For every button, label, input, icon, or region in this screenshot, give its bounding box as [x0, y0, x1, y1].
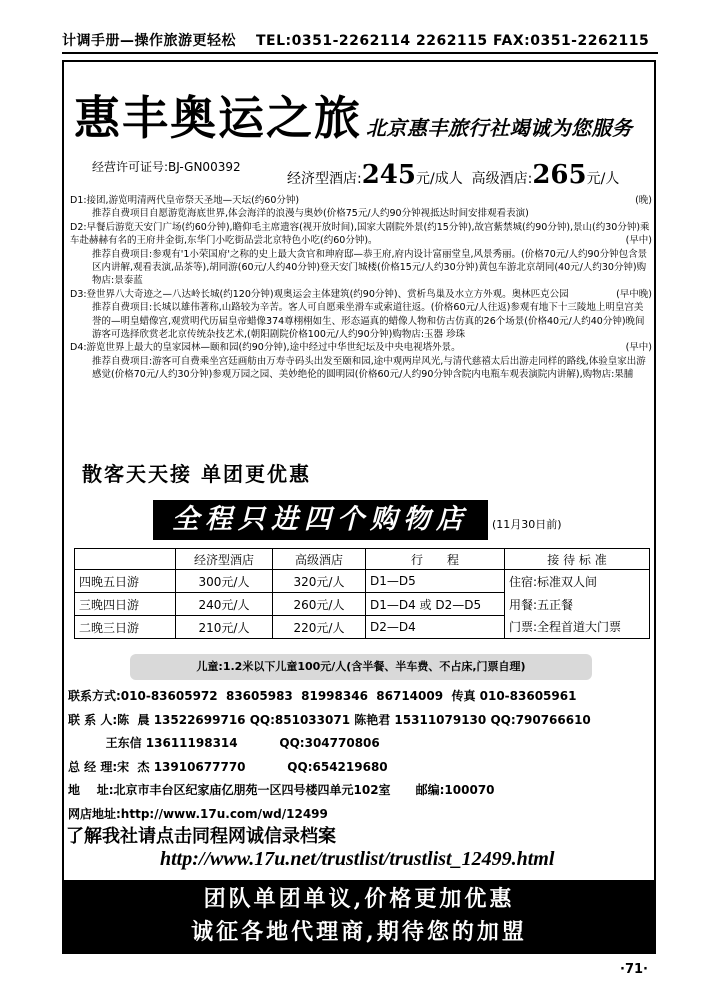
header-slogan: 计调手册—操作旅游更轻松 — [62, 33, 236, 49]
recommend-day-3: 推荐自费项目:长城以雄伟著称,山路较为辛苦。客人可自愿乘坐滑车或索道往返。(价格60元/人往返)参观有地下十三陵地上明皇宫美誉的—明皇蜡像宫,观赏明代历届皇帝蜡像374尊栩栩如生、形态逼真的蜡像人物和仿古仿真的26个场景(价格40元/人约40分钟)晚间游客可选择欣赏老北京传统杂技艺术,(朝阳剧院价格100元/人约90分钟)购物店:玉器 珍珠 — [92, 302, 645, 341]
headline-prices — [287, 160, 619, 190]
header-contact: TEL:0351-2262114 2262115 FAX:0351-2262115 — [256, 33, 650, 49]
recommend-day-1: 推荐自费项目自愿游览海底世界,体会海洋的浪漫与奥妙(价格75元/人约90分钟视抵达时间安排观看表演) — [92, 208, 529, 220]
table-cell: D1—D4 或 D2—D5 — [366, 593, 505, 616]
meal-note: (早中) — [625, 235, 652, 247]
contact-block — [68, 685, 591, 826]
table-row — [75, 570, 650, 593]
table-header: 经济型酒店 — [176, 549, 273, 570]
itinerary — [70, 194, 652, 382]
page-number: ·71· — [620, 962, 648, 977]
recommend-day-4: 推荐自费项目:游客可自费乘坐宫廷画舫由万寿寺码头出发至颐和园,途中观两岸风光,与清代慈禧太后出游走同样的路线,体验皇家出游感觉(价格70元/人约30分钟)参观万园之园、美妙绝伦的圆明园(价格60元/人约90分钟含院内电瓶车观表演院内讲解),购物店:果脯 — [92, 355, 646, 381]
table-cell: 三晚四日游 — [75, 593, 176, 616]
contact-phones: 联系方式:010-83605972 83605983 81998346 86714009 传真 010-83605961 — [68, 689, 577, 703]
table-header — [75, 549, 176, 570]
footer-line-2: 诚征各地代理商,期待您的加盟 — [191, 919, 527, 945]
banner-note: (11月30日前) — [492, 518, 562, 531]
contact-persons: 联 系 人:陈 晨 13522699716 QQ:851033071 陈艳君 15311079130 QQ:790766610 — [68, 712, 591, 727]
table-cell: D1—D5 — [366, 570, 505, 593]
table-header-row — [75, 549, 650, 570]
itinerary-day-3 — [70, 288, 652, 301]
price-unit-adult: 元/成人 — [416, 171, 463, 187]
shop-url: 网店地址:http://www.17u.com/wd/12499 — [68, 806, 328, 821]
day-text: D1:接团,游览明清两代皇帝祭天圣地—天坛(约60分钟) — [70, 195, 300, 206]
recommend-day-2: 推荐自费项目:参观有'1小荣国府'之称的史上最大贪官和珅府邸—恭王府,府内设计富丽堂皇,风景秀丽。(价格70元/人约90分钟包含景区内讲解,观看表演,品茶等),胡同游(60元/人约40分钟)登天安门城楼(价格15元/人约30分钟)黄包车游北京胡同(40元/人约30分钟)购物店:景泰蓝 — [92, 248, 648, 287]
table-cell: 320元/人 — [273, 570, 366, 593]
footer-banner — [64, 880, 654, 952]
day-text: D2:早餐后游览天安门广场(约60分钟),瞻仰毛主席遗容(视开放时间),国家大剧院外景(约15分钟),故宫紫禁城(约90分钟),景山(约30分钟)乘车赴赫赫有名的王府井金街,东华门小吃街品尝北京特色小吃(约60分钟)。 — [70, 221, 650, 247]
table-cell: 240元/人 — [176, 593, 273, 616]
meal-note: (早中) — [625, 342, 652, 354]
premium-price: 265 — [532, 160, 587, 190]
day-text: D3:登世界八大奇迹之—八达岭长城(约120分钟)观奥运会主体建筑(约90分钟)、赏析鸟巢及水立方外观。奥林匹克公园 — [70, 288, 569, 300]
table-cell: 300元/人 — [176, 570, 273, 593]
premium-label: 高级酒店: — [471, 171, 533, 187]
meal-note: (早中晚) — [616, 288, 652, 300]
promo-slogan: 散客天天接 单团更优惠 — [82, 462, 311, 486]
table-cell: 四晚五日游 — [75, 570, 176, 593]
contact-persons-2: 王东信 13611198314 QQ:304770806 — [68, 736, 380, 750]
itinerary-day-2 — [70, 221, 652, 248]
trust-label: 了解我社请点击同程网诚信录档案 — [66, 826, 336, 847]
table-cell: 门票:全程首道大门票 — [505, 616, 650, 639]
price-unit-person: 元/人 — [586, 171, 620, 187]
ad-title: 惠丰奥运之旅 — [74, 91, 362, 145]
general-manager: 总 经 理:宋 杰 13910677770 QQ:654219680 — [68, 759, 388, 774]
economy-price: 245 — [361, 160, 416, 190]
table-cell: 住宿:标准双人间 — [505, 570, 650, 593]
footer-line-1: 团队单团单议,价格更加优惠 — [203, 886, 515, 912]
license-number: 经营许可证号:BJ-GN00392 — [92, 160, 241, 174]
address: 地 址:北京市丰台区纪家庙亿朋苑一区四号楼四单元102室 邮编:100070 — [68, 783, 495, 797]
itinerary-day-1 — [70, 194, 652, 207]
table-cell: 用餐:五正餐 — [505, 593, 650, 616]
table-cell: D2—D4 — [366, 616, 505, 639]
shopping-banner: 全程只进四个购物店 — [153, 500, 488, 540]
trust-link[interactable]: http://www.17u.net/trustlist/trustlist_12499.html — [160, 848, 555, 870]
ad-subtitle: 北京惠丰旅行社竭诚为您服务 — [366, 116, 633, 140]
day-text: D4:游览世界上最大的皇家园林—颐和园(约90分钟),途中经过中华世纪坛及中央电视塔外景。 — [70, 342, 461, 354]
header-rule — [62, 52, 658, 54]
table-row — [75, 616, 650, 639]
table-cell: 260元/人 — [273, 593, 366, 616]
meal-note: (晚) — [635, 195, 652, 206]
table-cell: 二晚三日游 — [75, 616, 176, 639]
economy-label: 经济型酒店: — [287, 171, 362, 187]
child-price-note: 儿童:1.2米以下儿童100元/人(含半餐、半车费、不占床,门票自理) — [130, 654, 592, 680]
table-header: 接 待 标 准 — [505, 549, 650, 570]
table-row — [75, 593, 650, 616]
itinerary-day-4 — [70, 341, 652, 354]
table-header: 行 程 — [366, 549, 505, 570]
table-cell: 220元/人 — [273, 616, 366, 639]
table-cell: 210元/人 — [176, 616, 273, 639]
price-table — [74, 548, 650, 639]
page-header — [62, 30, 662, 50]
table-header: 高级酒店 — [273, 549, 366, 570]
